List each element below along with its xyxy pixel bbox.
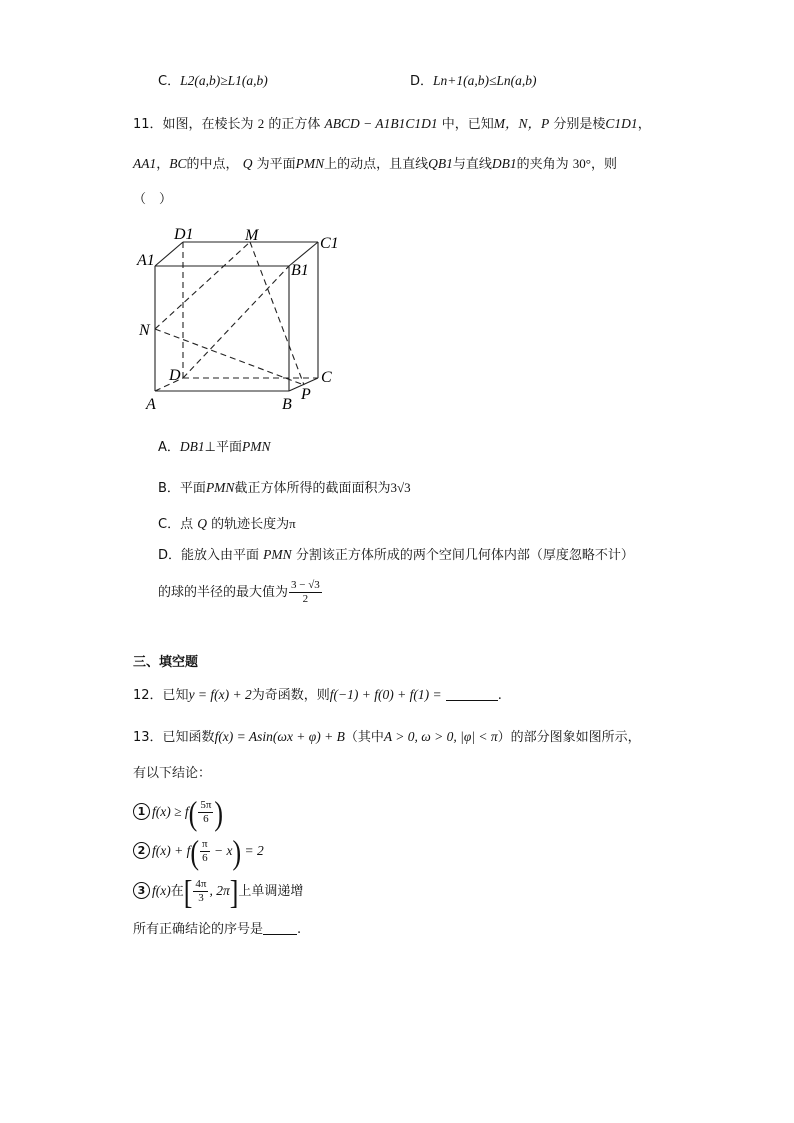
label-A: A [146, 396, 156, 413]
q13-line2: 有以下结论： [133, 766, 212, 781]
label-D1: D1 [174, 226, 194, 243]
label-M: M [245, 227, 259, 244]
q11-answer-paren: （ ） [133, 192, 173, 207]
q11-option-d-line2: 的球的半径的最大值为 $\frac{3 - √3}{2}$ [158, 579, 320, 605]
q11-line1: 11．如图，在棱长为 2 的正方体 ABCD − A1B1C1D1 中，已知M，N，P 分别是棱C1D1， [133, 116, 651, 132]
option-c-expr: L2(a,b)≥L1(a,b) [180, 73, 268, 88]
label-B: B [282, 396, 292, 413]
frac-radius: $\frac{3 - √3}{2}$ [291, 579, 320, 605]
q11-option-c: C．点 Q 的轨迹长度为π [158, 516, 296, 532]
q13-item-1: 1 f(x) ≥ f( $\frac{5\pi}{6}$ ) [133, 797, 223, 828]
q13-line1: 13．已知函数f(x) = Asin(ωx + φ) + B（其中A > 0, ω > 0, |φ| < π）的部分图象如图所示， [133, 729, 641, 745]
q11-option-a: A．DB1⊥平面PMN [158, 439, 271, 455]
label-A1: A1 [137, 252, 155, 269]
label-D: D [169, 367, 181, 384]
label-N: N [139, 322, 150, 339]
q12-answer-blank[interactable] [446, 686, 498, 701]
q11-option-d-line1: D．能放入由平面 PMN 分割该正方体所成的两个空间几何体内部（厚度忽略不计） [158, 547, 634, 563]
q13-item-2: 2 f(x) + f( $\frac{\pi}{6}$ − x) = 2 [133, 836, 264, 867]
section-title: 三、填空题 [133, 655, 199, 670]
option-d-prev: D．Ln+1(a,b)≤Ln(a,b) [410, 73, 537, 89]
label-B1: B1 [291, 262, 309, 279]
label-C: C [321, 369, 332, 386]
label-C1: C1 [320, 235, 339, 252]
label-P: P [301, 386, 311, 403]
q12: 12．已知y = f(x) + 2为奇函数，则f(−1) + f(0) + f(1) = . [133, 687, 502, 703]
option-d-expr: Ln+1(a,b)≤Ln(a,b) [433, 73, 537, 88]
cube-figure [136, 225, 339, 413]
q11-option-b: B．平面PMN截正方体所得的截面面积为3√3 [158, 480, 411, 496]
q13-answer-blank[interactable] [263, 920, 297, 935]
q13-item-3: 3 f(x)在[ $\frac{4\pi}{3}$ , 2π]上单调递增 [133, 876, 303, 907]
q13-question: 所有正确结论的序号是 . [133, 922, 302, 937]
option-c-prev: C．L2(a,b)≥L1(a,b) [158, 73, 268, 89]
q11-line2: AA1，BC的中点， Q 为平面PMN上的动点，且直线QB1与直线DB1的夹角为 30°，则 [133, 156, 617, 172]
